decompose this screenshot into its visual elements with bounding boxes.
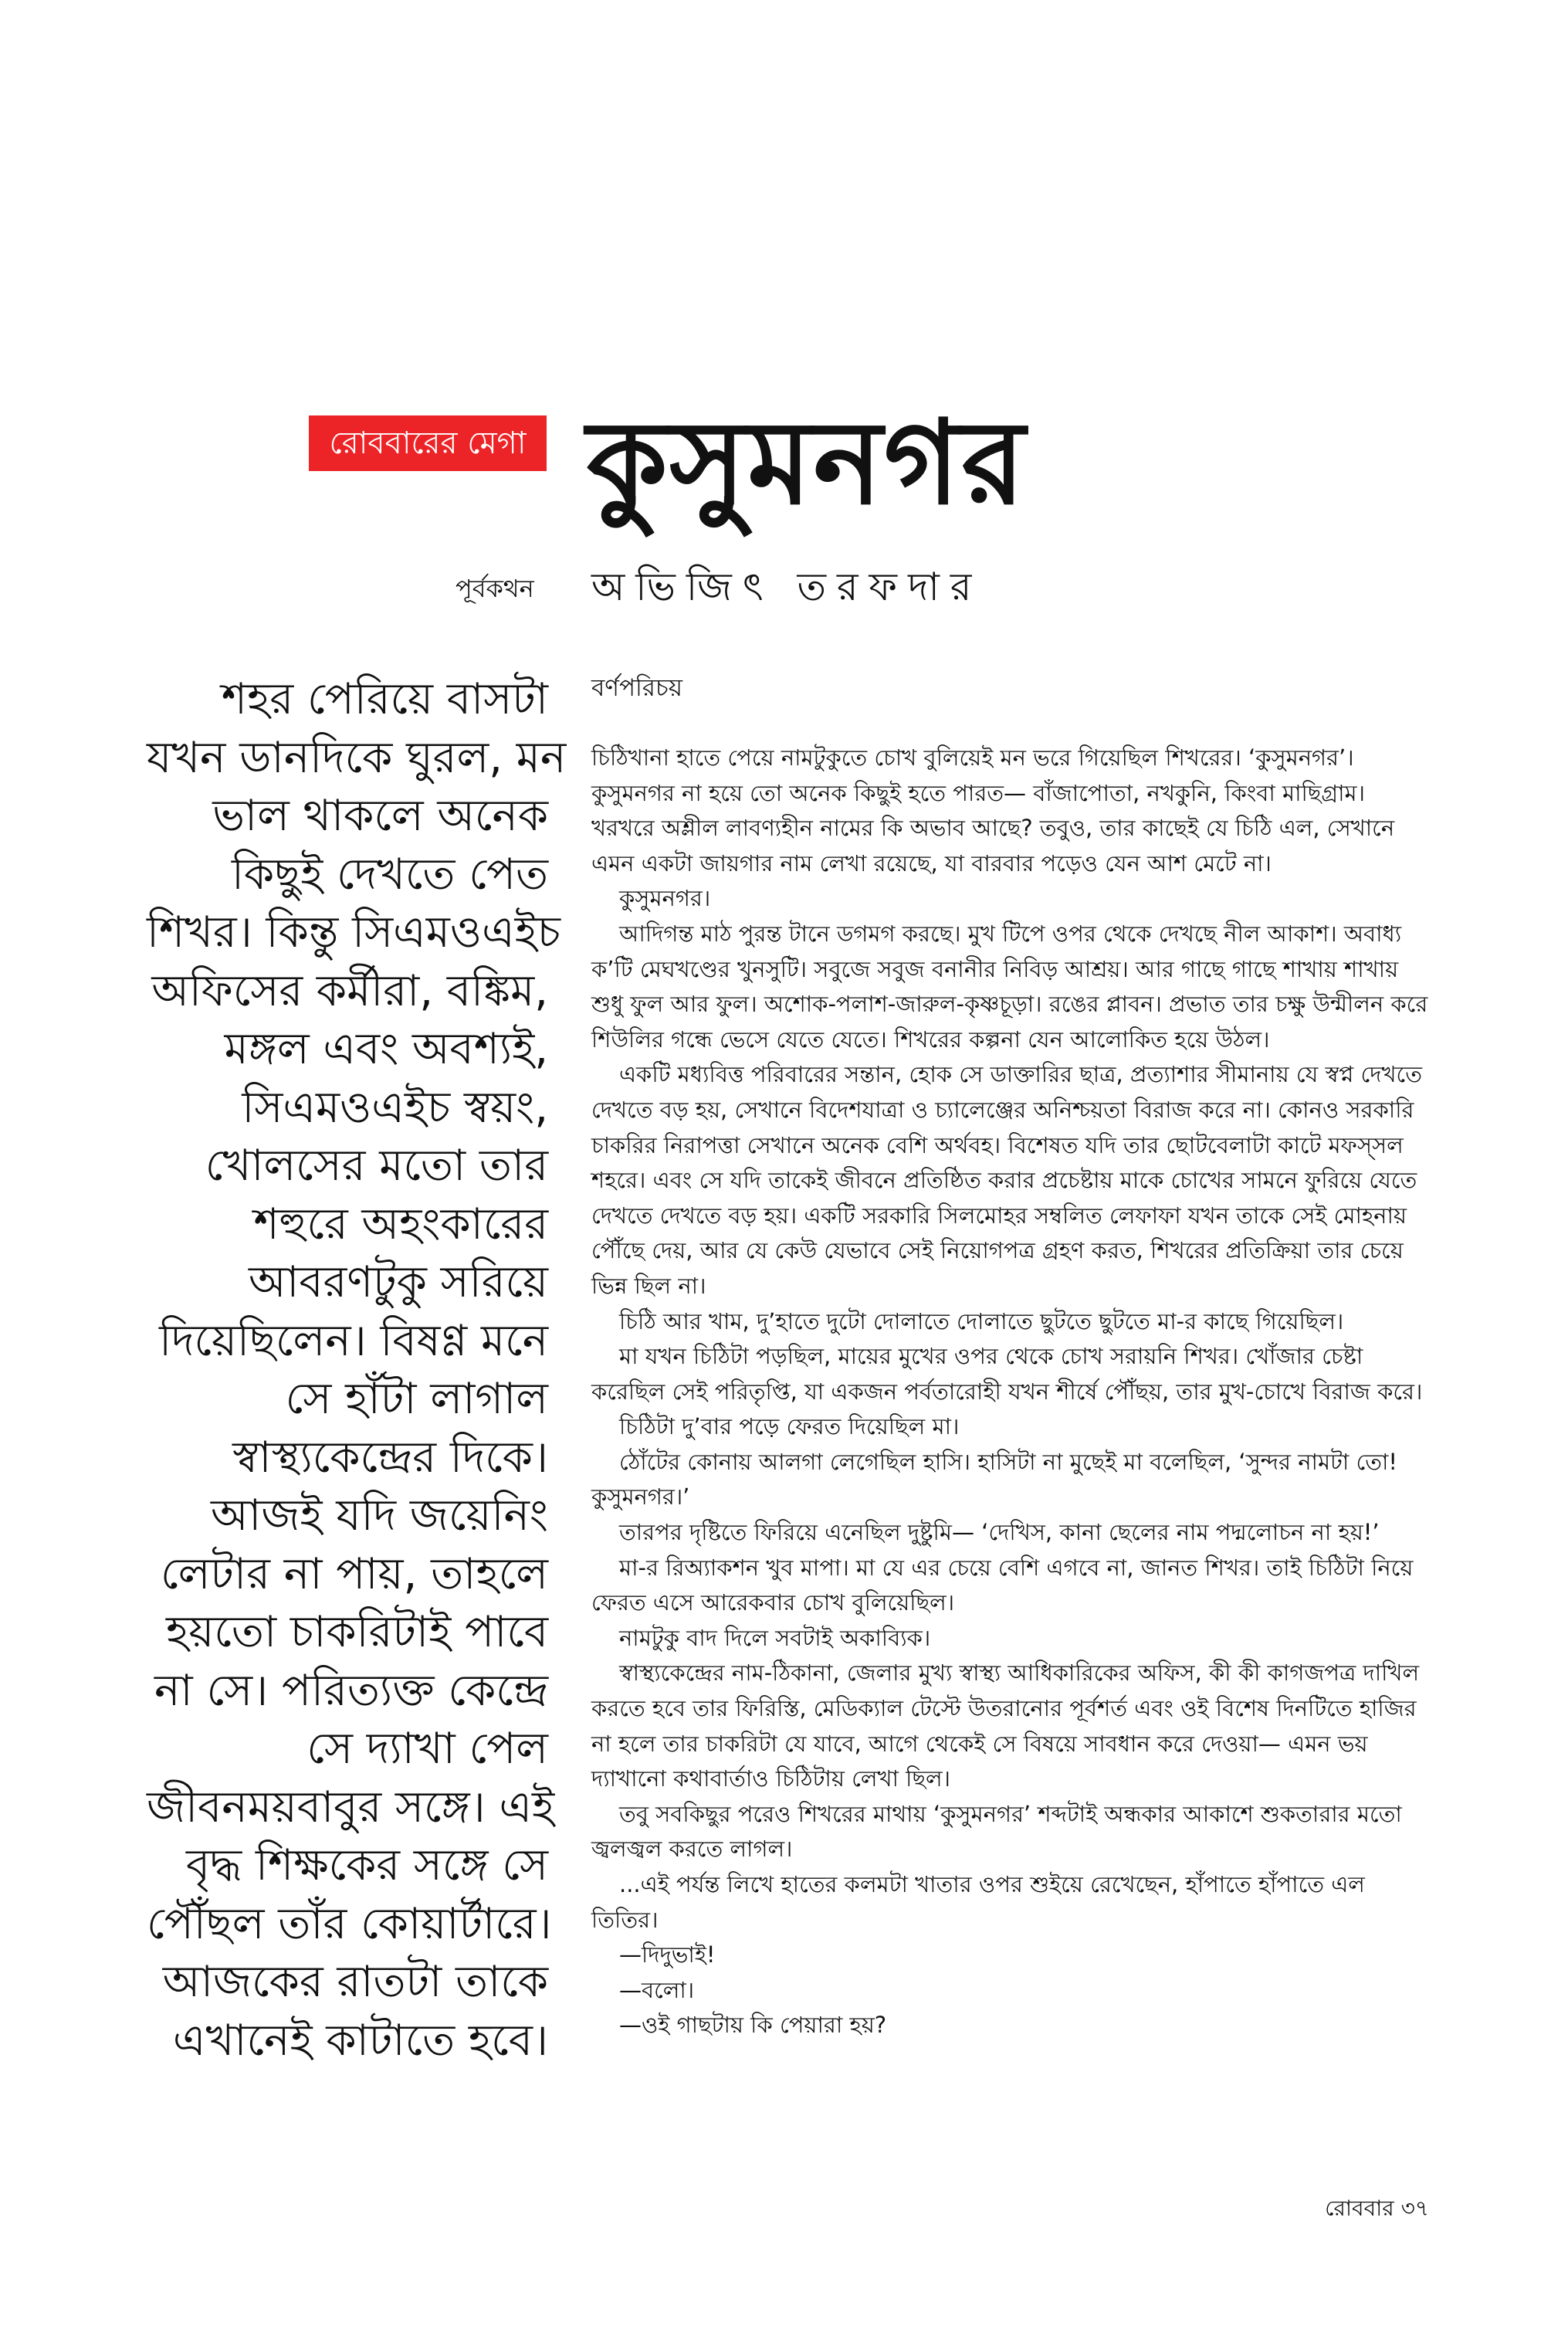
article-paragraph: তারপর দৃষ্টিতে ফিরিয়ে এনেছিল দুষ্টুমি— ‘দেখিস, কানা ছেলের নাম পদ্মলোচন না হয়!’ — [619, 1519, 1380, 1546]
pull-quote-line: ভাল থাকলে অনেক — [212, 791, 548, 841]
pull-quote-line: অফিসের কর্মীরা, বঙ্কিম, — [151, 965, 548, 1016]
author-name: অভিজিৎ তরফদার — [591, 565, 983, 609]
article-paragraph: আদিগন্ত মাঠ পুরন্ত টানে ডগমগ করছে। মুখ টিপে ওপর থেকে দেখছে নীল আকাশ। অবাধ্য ক’টি মেঘখণ্ডের খুনসুটি। সবুজে সবুজ বনানীর নিবিড় আশ্রয়। আর গাছে গাছে শাখায় শাখায় শুধু ফুল আর ফুল। অশোক-পলাশ-জারুল-কৃষ্ণচূড়া। রঙের প্লাবন। প্রভাত তার চক্ষু উন্মীলন করে শিউলির গন্ধে ভেসে যেতে যেতে। শিখরের কল্পনা যেন আলোকিত হয়ে উঠল। — [591, 920, 1428, 1053]
pull-quote-line: এখানেই কাটাতে হবে। — [172, 2015, 548, 2066]
article-paragraph: ...এই পর্যন্ত লিখে হাতের কলমটা খাতার ওপর শুইয়ে রেখেছেন, হাঁপাতে হাঁপাতে এল তিতির। — [591, 1871, 1365, 1933]
byline-label: পূর্বকথন — [455, 574, 534, 603]
pull-quote-line: সে দ্যাখা পেল — [306, 1724, 548, 1774]
pull-quote-line: আবরণটুকু সরিয়ে — [249, 1257, 548, 1307]
article-paragraph: একটি মধ্যবিত্ত পরিবারের সন্তান, হোক সে ডাক্তারির ছাত্র, প্রত্যাশার সীমানায় যে স্বপ্ন দেখতে দেখতে বড় হয়, সেখানে বিদেশযাত্রা ও চ্যালেঞ্জের অনিশ্চয়তা বিরাজ করে না। কোনও সরকারি চাকরির নিরাপত্তা সেখানে অনেক বেশি অর্থবহ। বিশেষত যদি তার ছোটবেলাটা কাটে মফস্‌সল শহরে। এবং সে যদি তাকেই জীবনে প্রতিষ্ঠিত করার প্রচেষ্টায় মাকে চোখের সামনে ফুরিয়ে যেতে দেখতে দেখতে বড় হয়। একটি সরকারি সিলমোহর সম্বলিত লেফাফা যখন তাকে সেই মোহনায় পৌঁছে দেয়, আর যে কেউ যেভাবে সেই নিয়োগপত্র গ্রহণ করত, শিখরের প্রতিক্রিয়া তার চেয়ে ভিন্ন ছিল না। — [591, 1061, 1422, 1299]
section-heading: বর্ণপরিচয় — [591, 674, 682, 702]
article-paragraph: কুসুমনগর। — [619, 885, 711, 912]
article-paragraph: চিঠিখানা হাতে পেয়ে নামটুকুতে চোখ বুলিয়েই মন ভরে গিয়েছিল শিখরের। ‘কুসুমনগর’। কুসুমনগর না হয়ে তো অনেক কিছুই হতে পারত— বাঁজাপোতা, নখকুনি, কিংবা মাছিগ্রাম। খরখরে অশ্লীল লাবণ্যহীন নামের কি অভাব আছে? তবুও, তার কাছেই যে চিঠি এল, সেখানে এমন একটা জায়গার নাম লেখা রয়েছে, যা বারবার পড়েও যেন আশ মেটে না। — [591, 744, 1395, 876]
article-paragraph: চিঠি আর খাম, দু’হাতে দুটো দোলাতে দোলাতে ছুটতে ছুটতে মা-র কাছে গিয়েছিল। — [619, 1307, 1344, 1334]
article-paragraph: ঠোঁটের কোনায় আলগা লেগেছিল হাসি। হাসিটা না মুছেই মা বলেছিল, ‘সুন্দর নামটা তো! কুসুমনগর।’ — [591, 1448, 1398, 1511]
article-paragraph: —বলো। — [619, 1976, 695, 2003]
pull-quote-line: শহর পেরিয়ে বাসটা — [221, 674, 548, 724]
story-title: কুসুমনগর — [587, 396, 1027, 531]
article-body — [591, 670, 1433, 2043]
pull-quote-line: স্বাস্থ্যকেন্দ্রের দিকে। — [232, 1432, 548, 1483]
pull-quote-line: যখন ডানদিকে ঘুরল, মন — [147, 732, 567, 783]
page-footer: রোববার ৩৭ — [1325, 2195, 1429, 2221]
pull-quote-line: শিখর। কিন্তু সিএমওএইচ — [147, 907, 561, 958]
pull-quote-line: সিএমওএইচ স্বয়ং, — [242, 1082, 548, 1133]
pull-quote-line: লেটার না পায়, তাহলে — [160, 1548, 548, 1599]
pull-quote-line: না সে। পরিত্যক্ত কেন্দ্রে — [154, 1665, 548, 1716]
article-paragraph: মা-র রিঅ্যাকশন খুব মাপা। মা যে এর চেয়ে বেশি এগবে না, জানত শিখর। তাই চিঠিটা নিয়ে ফেরত এসে আরেকবার চোখ বুলিয়েছিল। — [591, 1554, 1414, 1616]
article-paragraph: —ওই গাছটায় কি পেয়ারা হয়? — [619, 2012, 887, 2039]
pull-quote-line: মঙ্গল এবং অবশ্যই, — [224, 1024, 548, 1074]
pull-quote-line: সে হাঁটা লাগাল — [285, 1374, 548, 1424]
pull-quote-line: আজই যদি জয়েনিং — [211, 1490, 548, 1541]
article-paragraph: —দিদুভাই! — [619, 1941, 716, 1968]
article-paragraph: চিঠিটা দু’বার পড়ে ফেরত দিয়েছিল মা। — [619, 1413, 960, 1440]
article-paragraph: নামটুকু বাদ দিলে সবটাই অকাব্যিক। — [619, 1624, 931, 1651]
pull-quote-line: খোলসের মতো তার — [205, 1141, 548, 1191]
pull-quote — [147, 670, 567, 2070]
pull-quote-line: পৌঁছল তাঁর কোয়ার্টারে। — [147, 1898, 552, 1949]
pull-quote-line: শহুরে অহংকারের — [253, 1199, 548, 1249]
pull-quote-line: আজকের রাতটা তাকে — [162, 1957, 548, 2007]
article-paragraph: মা যখন চিঠিটা পড়ছিল, মায়ের মুখের ওপর থেকে চোখ সরায়নি শিখর। খোঁজার চেষ্টা করেছিল সেই পরিতৃপ্তি, যা একজন পর্বতারোহী যখন শীর্ষে পৌঁছয়, তার মুখ-চোখে বিরাজ করে। — [591, 1343, 1423, 1405]
pull-quote-line: কিছুই দেখতে পেত — [231, 849, 548, 900]
article-paragraph: স্বাস্থ্যকেন্দ্রের নাম-ঠিকানা, জেলার মুখ্য স্বাস্থ্য আধিকারিকের অফিস, কী কী কাগজপত্র দাখিল করতে হবে তার ফিরিস্তি, মেডিক্যাল টেস্টে উতরানোর পূর্বশর্ত এবং ওই বিশেষ দিনটিতে হাজির না হলে তার চাকরিটা যে যাবে, আগে থেকেই সে বিষয়ে সাবধান করে দেওয়া— এমন ভয় দ্যাখানো কথাবার্তাও চিঠিটায় লেখা ছিল। — [591, 1660, 1420, 1792]
article-paragraph: তবু সবকিছুর পরেও শিখরের মাথায় ‘কুসুমনগর’ শব্দটাই অন্ধকার আকাশে শুকতারার মতো জ্বলজ্বল করতে লাগল। — [591, 1800, 1402, 1863]
section-badge: রোববারের মেগা — [309, 415, 547, 471]
pull-quote-line: জীবনময়বাবুর সঙ্গে। এই — [147, 1782, 555, 1833]
pull-quote-line: দিয়েছিলেন। বিষণ্ণ মনে — [159, 1315, 548, 1366]
pull-quote-line: বৃদ্ধ শিক্ষকের সঙ্গে সে — [186, 1840, 548, 1890]
pull-quote-line: হয়তো চাকরিটাই পাবে — [165, 1607, 548, 1657]
